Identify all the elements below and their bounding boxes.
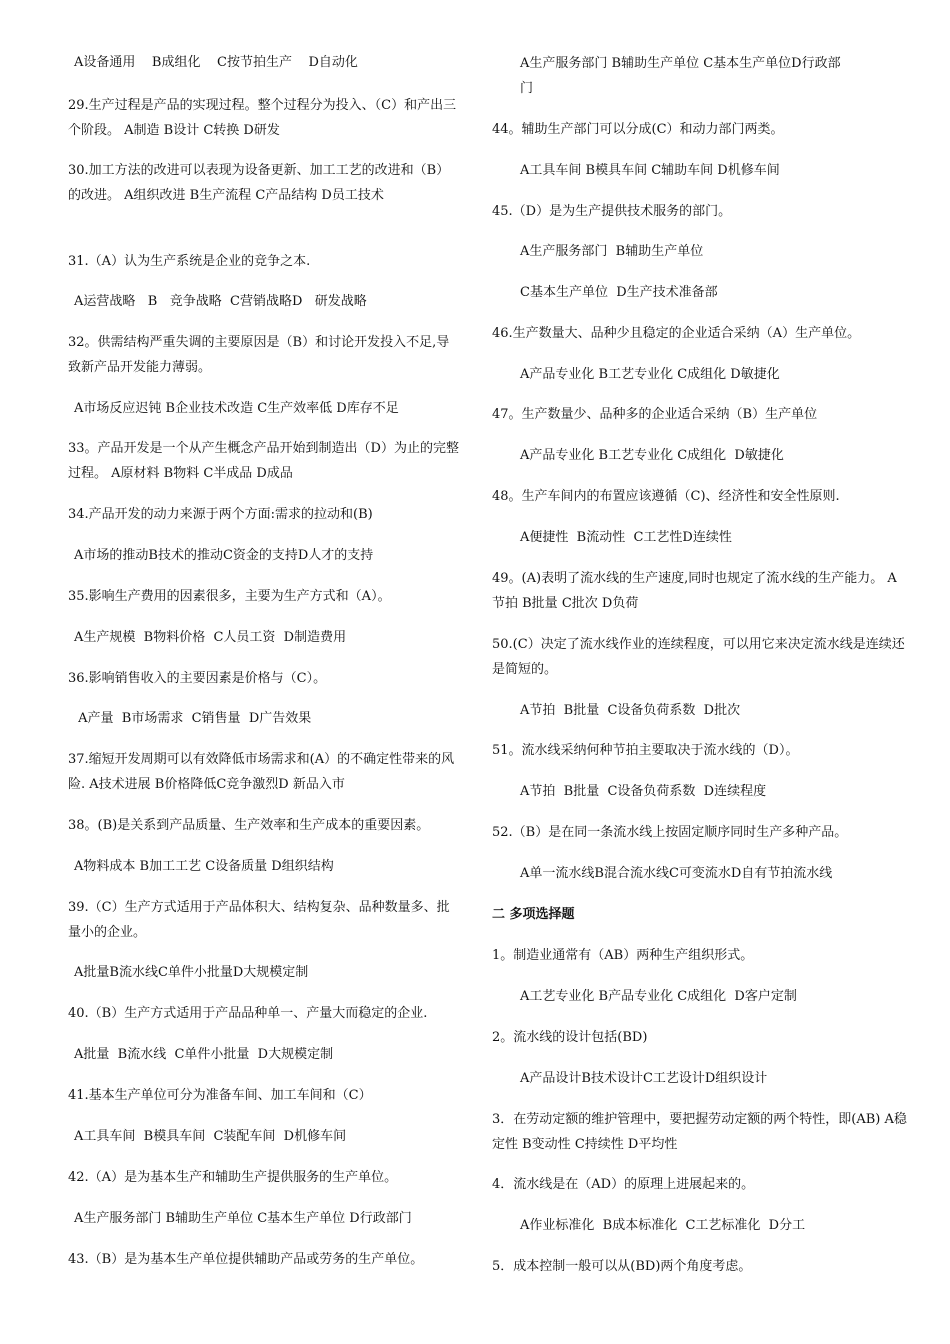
question-text: 47。生产数量少、品种多的企业适合采纳（B）生产单位 (492, 407, 818, 422)
question-text: 2。流水线的设计包括(BD) (492, 1030, 648, 1045)
question-text: 46.生产数量大、品种少且稳定的企业适合采纳（A）生产单位。 (492, 326, 861, 341)
question-text: 52.（B）是在同一条流水线上按固定顺序同时生产多种产品。 (492, 825, 848, 840)
answer-options: A批量B流水线C单件小批量D大规模定制 (74, 965, 309, 980)
answer-options: A工具车间 B模具车间 C装配车间 D机修车间 (74, 1129, 347, 1144)
question-text: 51。流水线采纳何种节拍主要取决于流水线的（D）。 (492, 743, 799, 758)
answer-options: C基本生产单位 D生产技术准备部 (520, 285, 718, 300)
question-text: 39.（C）生产方式适用于产品体积大、结构复杂、品种数量多、批量小的企业。 (68, 900, 450, 940)
answer-options: A物料成本 B加工工艺 C设备质量 D组织结构 (74, 859, 334, 874)
question-text: 44。辅助生产部门可以分成(C）和动力部门两类。 (492, 122, 784, 137)
question-text: 49。(A)表明了流水线的生产速度,同时也规定了流水线的生产能力。 A节拍 B批量 C批次 D负荷 (492, 571, 897, 611)
answer-options: A产量 B市场需求 C销售量 D广告效果 (74, 711, 312, 726)
question-text: 4．流水线是在（AD）的原理上进展起来的。 (492, 1177, 755, 1192)
answer-options: A单一流水线B混合流水线C可变流水D自有节拍流水线 (520, 866, 833, 881)
question-text: 29.生产过程是产品的实现过程。整个过程分为投入、（C）和产出三个阶段。 A制造 B设计 C转换 D研发 (68, 98, 457, 138)
question-text: 42.（A）是为基本生产和辅助生产提供服务的生产单位。 (68, 1170, 398, 1185)
question-text: 50.(C）决定了流水线作业的连续程度，可以用它来决定流水线是连续还是简短的。 (492, 637, 905, 677)
question-text: 5．成本控制一般可以从(BD)两个角度考虑。 (492, 1259, 752, 1274)
question-text: 36.影响销售收入的主要因素是价格与（C）。 (68, 671, 327, 686)
answer-options: A产品专业化 B工艺专业化 C成组化 D敏捷化 (520, 367, 780, 382)
answer-options: A便捷性 B流动性 C工艺性D连续性 (520, 530, 732, 545)
answer-options: A节拍 B批量 C设备负荷系数 D批次 (520, 703, 741, 718)
answer-options: A产品专业化 B工艺专业化 C成组化 D敏捷化 (520, 448, 784, 463)
question-text: 32。供需结构严重失调的主要原因是（B）和讨论开发投入不足,导致新产品开发能力薄弱。 (68, 335, 450, 375)
section-heading: 二 多项选择题 (492, 907, 575, 922)
answer-options: A工具车间 B模具车间 C辅助车间 D机修车间 (520, 163, 780, 178)
question-text: 41.基本生产单位可分为准备车间、加工车间和（C） (68, 1088, 372, 1103)
answer-options: A批量 B流水线 C单件小批量 D大规模定制 (74, 1047, 334, 1062)
answer-options: A运营战略 B 竞争战略 C营销战略D 研发战略 (74, 294, 367, 309)
answer-options: A市场反应迟钝 B企业技术改造 C生产效率低 D库存不足 (74, 401, 399, 416)
answer-options: A产品设计B技术设计C工艺设计D组织设计 (520, 1071, 768, 1086)
answer-options: A生产服务部门 B辅助生产单位 C基本生产单位 D行政部门 (74, 1211, 412, 1226)
question-text: 1。制造业通常有（AB）两种生产组织形式。 (492, 948, 754, 963)
answer-options: A生产规模 B物料价格 C人员工资 D制造费用 (74, 630, 347, 645)
question-text: 37.缩短开发周期可以有效降低市场需求和(A）的不确定性带来的风险. A技术进展 B价格降低C竞争激烈D 新品入市 (68, 752, 455, 792)
answer-options: A设备通用 B成组化 C按节拍生产 D自动化 (74, 55, 358, 70)
answer-options: A作业标准化 B成本标准化 C工艺标准化 D分工 (520, 1218, 806, 1233)
question-text: 34.产品开发的动力来源于两个方面:需求的拉动和(B) (68, 507, 373, 522)
answer-options: A生产服务部门 B辅助生产单位 C基本生产单位D行政部 门 (520, 56, 841, 96)
answer-options: A生产服务部门 B辅助生产单位 (520, 244, 704, 259)
answer-options: A市场的推动B技术的推动C资金的支持D人才的支持 (74, 548, 374, 563)
question-text: 3．在劳动定额的维护管理中，要把握劳动定额的两个特性，即(AB) A稳定性 B变动性 C持续性 D平均性 (492, 1112, 907, 1152)
question-text: 35.影响生产费用的因素很多，主要为生产方式和（A）。 (68, 589, 391, 604)
question-text: 33。产品开发是一个从产生概念产品开始到制造出（D）为止的完整过程。 A原材料 B物料 C半成品 D成品 (68, 441, 459, 481)
question-text: 38。(B)是关系到产品质量、生产效率和生产成本的重要因素。 (68, 818, 430, 833)
answer-options: A节拍 B批量 C设备负荷系数 D连续程度 (520, 784, 767, 799)
question-text: 30.加工方法的改进可以表现为设备更新、加工工艺的改进和（B）的改进。 A组织改进 B生产流程 C产品结构 D员工技术 (68, 163, 450, 203)
question-text: 40.（B）生产方式适用于产品品种单一、产量大而稳定的企业. (68, 1006, 428, 1021)
answer-options: A工艺专业化 B产品专业化 C成组化 D客户定制 (520, 989, 797, 1004)
question-text: 31.（A）认为生产系统是企业的竞争之本. (68, 254, 311, 269)
question-text: 48。生产车间内的布置应该遵循（C)、经济性和安全性原则. (492, 489, 840, 504)
question-text: 43.（B）是为基本生产单位提供辅助产品或劳务的生产单位。 (68, 1252, 424, 1267)
question-text: 45.（D）是为生产提供技术服务的部门。 (492, 204, 732, 219)
